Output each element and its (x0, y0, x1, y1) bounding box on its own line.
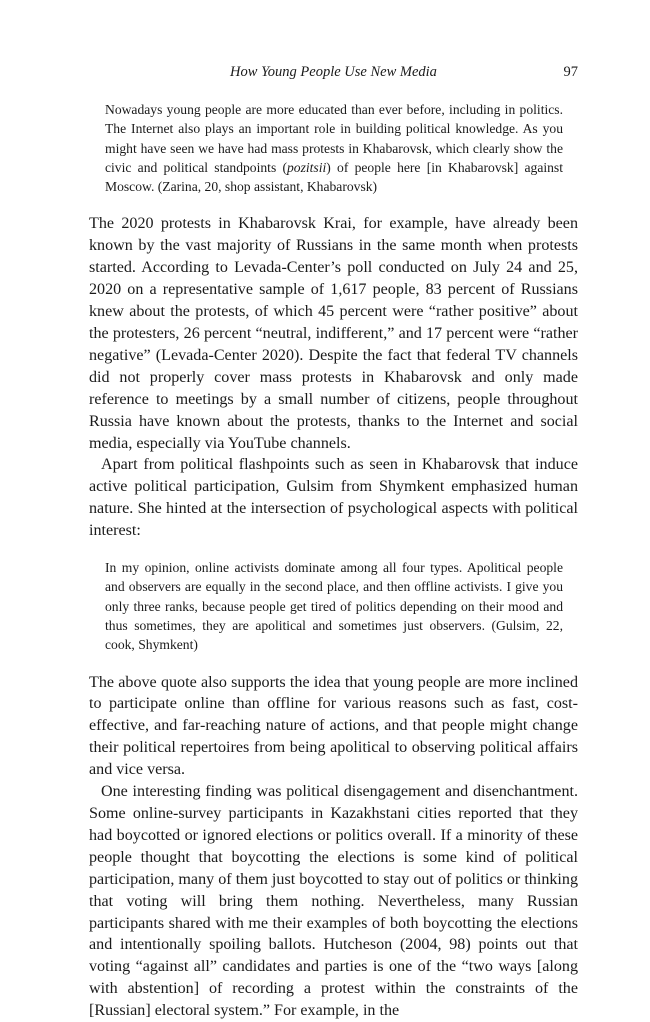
page-number: 97 (563, 64, 578, 80)
block-quote-zarina (105, 100, 563, 196)
book-page (89, 64, 578, 1022)
block-quote-gulsim: In my opinion, online activists dominate among all four types. Apolitical people and observers are equally in the second place, and then offline activists. I give you only three ranks, because people get tired of politics depending on their mood and thus sometimes, they are apolitical and sometimes just observers. (Gulsim, 22, cook, Shymkent) (105, 560, 563, 653)
paragraph-disengagement: One interesting finding was political disengagement and disenchantment. Some online-survey participants in Kazakhstani cities reported that they had boycotted or ignored elections or politics overall. If a minority of these people thought that boycotting the elections is some kind of political participation, many of them just boycotted to stay out of politics or thinking that voting will bring them nothing. Nevertheless, many Russian participants shared with me their examples of both boycotting the elections and intentionally spoiling ballots. Hutcheson (2004, 98) points out that voting “against all” candidates and parties is one of the “two ways [along with abstention] of recording a protest within the constraints of the [Russian] electoral system.” For example, in the (89, 783, 578, 1020)
quote-text-end: ) of people here [in Khabarovsk] against Moscow. (Zarina, 20, shop assistant, Khabarovsk) (105, 159, 563, 195)
quote-text-start: Nowadays young people are more educated than ever before, including in politics. The Internet also plays an important role in building political knowledge. As you might have seen we have had mass protests in Khabarovsk, which clearly show the civic and political standpoints ( (105, 102, 563, 175)
paragraph-khabarovsk-protests: The 2020 protests in Khabarovsk Krai, for example, have already been known by the vast majority of Russians in the same month when protests started. According to Levada-Center’s poll conducted on July 24 and 25, 2020 on a representative sample of 1,617 people, 83 percent of Russians knew about the protests, of which 45 percent were “rather positive” about the protesters, 26 percent “neutral, indifferent,” and 17 percent were “rather negative” (Levada-Center 2020). Despite the fact that federal TV channels did not properly cover mass protests in Khabarovsk and only made reference to meetings by a small number of citizens, people throughout Russia have known about the protests, thanks to the Internet and social media, especially via YouTube channels. (89, 215, 578, 452)
paragraph-online-participation: The above quote also supports the idea that young people are more inclined to participate online than offline for various reasons such as fast, cost-effective, and far-reaching nature of actions, and that people might change their political repertoires from being apolitical to observing political affairs and vice versa. (89, 673, 578, 779)
quote-emphasis: pozitsii (287, 159, 327, 175)
running-head (89, 64, 578, 86)
paragraph-political-flashpoints: Apart from political flashpoints such as seen in Khabarovsk that induce active political participation, Gulsim from Shymkent emphasized human nature. She hinted at the intersection of psychological aspects with political interest: (89, 456, 578, 540)
running-title: How Young People Use New Media (230, 64, 437, 80)
